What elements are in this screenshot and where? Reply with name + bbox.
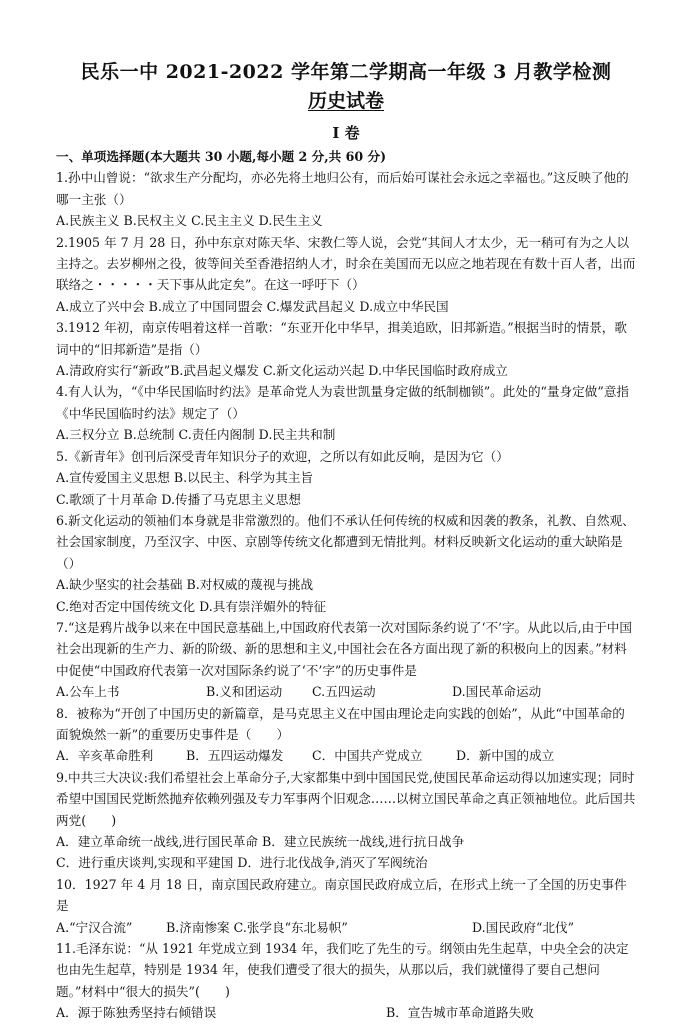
question-stem: 2.1905 年 7 月 28 日，孙中东京对陈天华、宋教仁等人说，会党“其间人才太少，无一稍可有为之人以主持之。去岁柳州之役，彼等间关至香港招纳人才，时余在美国而无以应之地若现在有数十百人者，出而联络之・・・・・天下事从此定矣”。在这一呼吁下（）: [56, 234, 636, 293]
option-a: A.公车上书: [56, 684, 120, 700]
exam-title: 民乐一中 2021-2022 学年第二学期高一年级 3 月教学检测: [80, 61, 612, 83]
question-stem: 4.有人认为，“《中华民国临时约法》是革命党人为袁世凯量身定做的纸制枷锁”。此处的“量身定做”意指《中华民国临时约法》规定了（）: [56, 384, 630, 421]
option-bc: B.济南惨案 C.张学良“东北易帜”: [166, 919, 348, 935]
option-d: D.国民革命运动: [452, 684, 542, 700]
exam-subject: 历史试卷: [307, 90, 384, 112]
question-7: [56, 617, 636, 703]
question-4: [56, 381, 636, 445]
question-options: A.清政府实行“新政”B.武昌起义爆发 C.新文化运动兴起 D.中华民国临时政府成立: [56, 363, 508, 379]
question-9: [56, 767, 636, 874]
question-stem: 5.《新青年》创刊后深受青年知识分子的欢迎，之所以有如此反响，是因为它（）: [56, 448, 509, 464]
question-stem: 11.毛泽东说：“从 1921 年党成立到 1934 年，我们吃了先生的亏。纲领由先生起草，中央全会的决定也由先生起草，特别是 1934 年，使我们遭受了很大的损失，从那以后，我们就懂得了要自己想问题。”材料中“很大的损失”( ): [56, 941, 629, 999]
question-options: A．建立革命统一战线,进行国民革命 B．建立民族统一战线,进行抗日战争: [56, 834, 465, 849]
question-11: [56, 938, 636, 1024]
option-a: A．辛亥革命胜利: [56, 748, 154, 764]
option-c: C．中国共产党成立: [312, 748, 423, 764]
question-options: C.绝对否定中国传统文化 D.具有崇洋媚外的特征: [56, 598, 327, 614]
question-stem: 7.“这是鸦片战争以来在中国民意基础上,中国政府代表第一次对国际条约说了‘不’字。从此以后,由于中国社会出现新的生产力、新的阶级、新的思想和主义,中国社会在各方面出现了新的积极向上的因素。”材料中促使“中国政府代表第一次对国际条约说了‘不’字”的历史事件是: [56, 619, 632, 678]
question-options: A.三权分立 B.总统制 C.责任内阁制 D.民主共和制: [56, 427, 336, 443]
question-3: [56, 317, 636, 381]
question-6: [56, 510, 636, 617]
question-options: C.歌颂了十月革命 D.传播了马克思主义思想: [56, 491, 301, 507]
option-b: B．五四运动爆发: [186, 748, 284, 764]
question-options: [56, 681, 636, 702]
option-a: A.“宁汉合流”: [56, 919, 133, 935]
option-d: D.国民政府“北伐”: [472, 919, 575, 935]
question-options: C．进行重庆谈判,实现和平建国 D．进行北伐战争,消灭了军阀统治: [56, 855, 428, 871]
option-d: D．新中国的成立: [456, 748, 555, 764]
question-options: A.民族主义 B.民权主义 C.民主主义 D.民生主义: [56, 213, 323, 229]
option-b: B．宣告城市革命道路失败: [386, 1005, 534, 1021]
question-options: [56, 917, 636, 938]
question-10: [56, 874, 636, 938]
question-8: [56, 703, 636, 767]
question-options: A.成立了兴中会 B.成立了中国同盟会 C.爆发武昌起义 D.成立中华民国: [56, 298, 449, 314]
option-b: B.义和团运动: [206, 684, 283, 700]
option-a: A．源于陈独秀坚持右倾错误: [56, 1005, 217, 1021]
question-1: [56, 167, 636, 231]
question-options: A.缺少坚实的社会基础 B.对权威的蔑视与挑战: [56, 577, 314, 593]
section-heading: 一、单项选择题(本大题共 30 小题,每小题 2 分,共 60 分): [56, 149, 387, 164]
question-2: [56, 232, 636, 318]
question-options: [56, 1002, 636, 1023]
question-stem: 6.新文化运动的领袖们本身就是非常激烈的。他们不承认任何传统的权威和因袭的教条，礼教、自然观、社会国家制度，乃至汉字、中医、京剧等传统文化都遭到无情批判。材料反映新文化运动的重大缺陷是（）: [56, 512, 635, 571]
volume-label: I 卷: [332, 124, 360, 142]
question-options: A.宣传爱国主义思想 B.以民主、科学为其主旨: [56, 470, 314, 486]
question-stem: 8．被称为“开创了中国历史的新篇章，是马克思主义在中国由理论走向实践的创始”，从此“中国革命的面貌焕然一新”的重要历史事件是（ ）: [56, 705, 625, 742]
question-stem: 1.孙中山曾说：“欲求生产分配均，亦必先将土地归公有，而后始可谋社会永远之幸福也。”这反映了他的哪一主张（）: [56, 170, 629, 207]
question-stem: 3.1912 年初，南京传唱着这样一首歌：“东亚开化中华早，揖美追欧，旧邦新造。”根据当时的情景，歌词中的“旧邦新造”是指（）: [56, 320, 627, 357]
question-options: [56, 745, 636, 766]
question-stem: 9.中共三大决议:我们希望社会上革命分子,大家都集中到中国国民党,使国民革命运动得以加速实现；同时希望中国国民党断然抛弃依赖列强及专力军事两个旧观念……以树立国民革命之真正领袖地位。此后国共两党( ): [56, 769, 636, 828]
question-stem: 10．1927 年 4 月 18 日，南京国民政府建立。南京国民政府成立后，在形式上统一了全国的历史事件是: [56, 876, 627, 914]
option-c: C.五四运动: [312, 684, 376, 700]
question-5: [56, 446, 636, 510]
